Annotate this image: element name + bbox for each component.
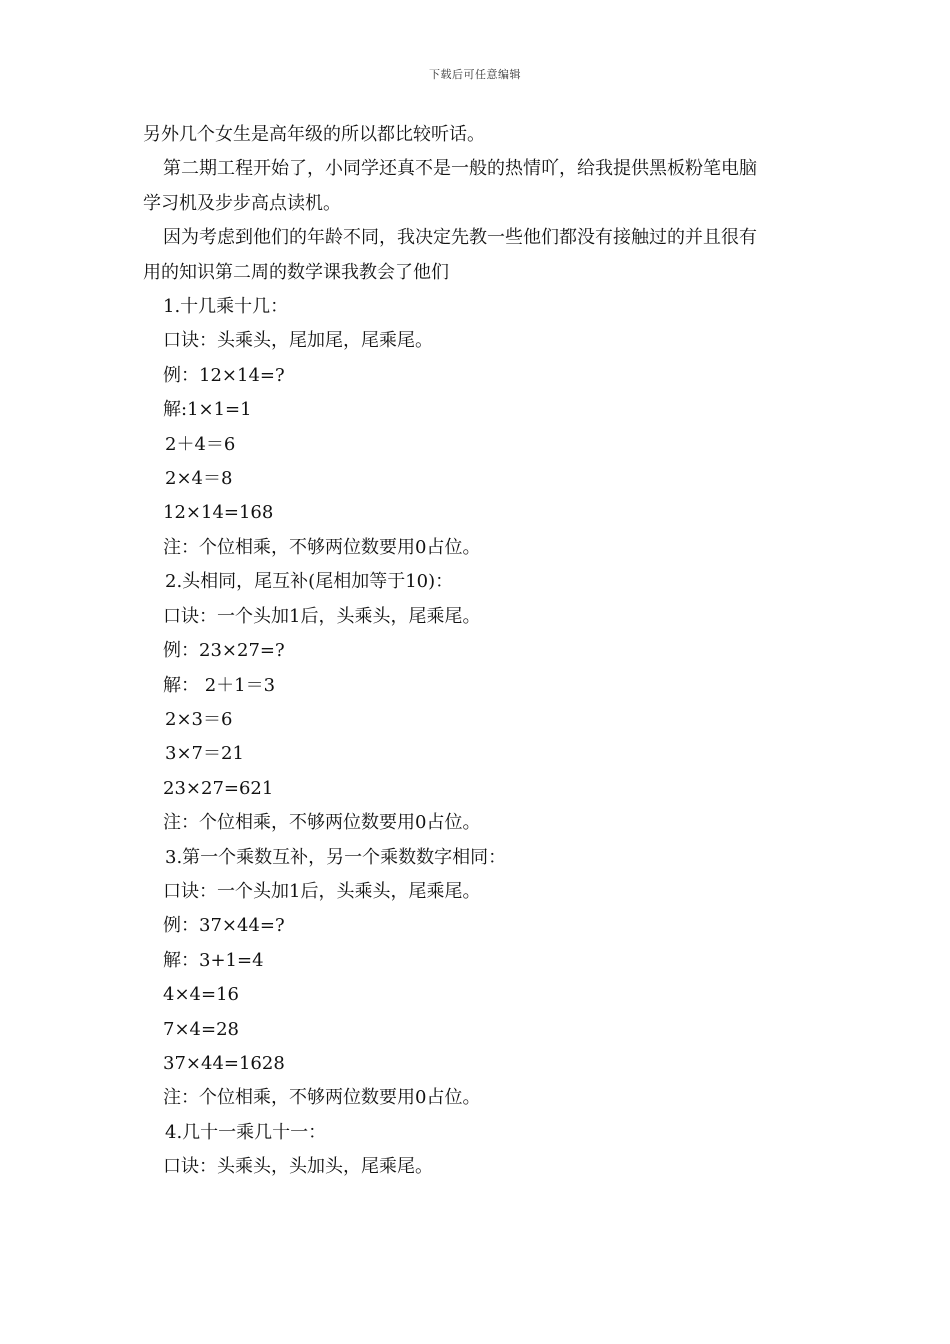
paragraph-line: 因为考虑到他们的年龄不同，我决定先教一些他们都没有接触过的并且很有: [163, 227, 757, 249]
note-line: 注：个位相乘，不够两位数要用0占位。: [163, 1087, 481, 1109]
note-line: 注：个位相乘，不够两位数要用0占位。: [163, 812, 481, 834]
solution-step: 4×4=16: [163, 984, 239, 1006]
solution-result: 37×44=1628: [163, 1052, 285, 1074]
solution-step: 3×7＝21: [165, 743, 244, 765]
formula-rule: 口诀：一个头加1后，头乘头，尾乘尾。: [163, 605, 481, 627]
paragraph-line: 另外几个女生是高年级的所以都比较听话。: [143, 124, 485, 145]
solution-line: 解:1×1=1: [163, 399, 252, 421]
solution-line: 解：3+1=4: [163, 949, 264, 971]
paragraph-line: 第二期工程开始了，小同学还真不是一般的热情吖，给我提供黑板粉笔电脑: [163, 158, 757, 180]
section-heading: 3.第一个乘数互补，另一个乘数数字相同：: [165, 846, 507, 868]
section-heading: 2.头相同，尾互补(尾相加等于10)：: [165, 571, 454, 593]
formula-rule: 口诀：头乘头，尾加尾，尾乘尾。: [163, 330, 433, 352]
section-heading: 1.十几乘十几：: [163, 296, 289, 318]
paragraph-line: 用的知识第二周的数学课我教会了他们: [143, 261, 449, 283]
example-line: 例：23×27=?: [163, 640, 285, 662]
formula-rule: 口诀：头乘头，头加头，尾乘尾。: [163, 1156, 433, 1178]
page-header-note: 下载后可任意编辑: [429, 68, 521, 81]
example-line: 例：37×44=?: [163, 915, 285, 937]
example-line: 例：12×14=?: [163, 364, 285, 386]
solution-result: 23×27=621: [163, 777, 274, 799]
paragraph-line: 学习机及步步高点读机。: [143, 192, 341, 214]
formula-rule: 口诀：一个头加1后，头乘头，尾乘尾。: [163, 880, 481, 902]
solution-result: 12×14=168: [163, 502, 274, 524]
solution-step: 2×4＝8: [165, 468, 233, 490]
solution-step: 7×4=28: [163, 1018, 239, 1040]
document-body: [143, 118, 813, 1185]
solution-line: 解： 2＋1＝3: [163, 674, 276, 696]
solution-step: 2＋4＝6: [165, 433, 236, 455]
solution-step: 2×3＝6: [165, 708, 233, 730]
note-line: 注：个位相乘，不够两位数要用0占位。: [163, 536, 481, 558]
section-heading: 4.几十一乘几十一：: [165, 1121, 327, 1143]
